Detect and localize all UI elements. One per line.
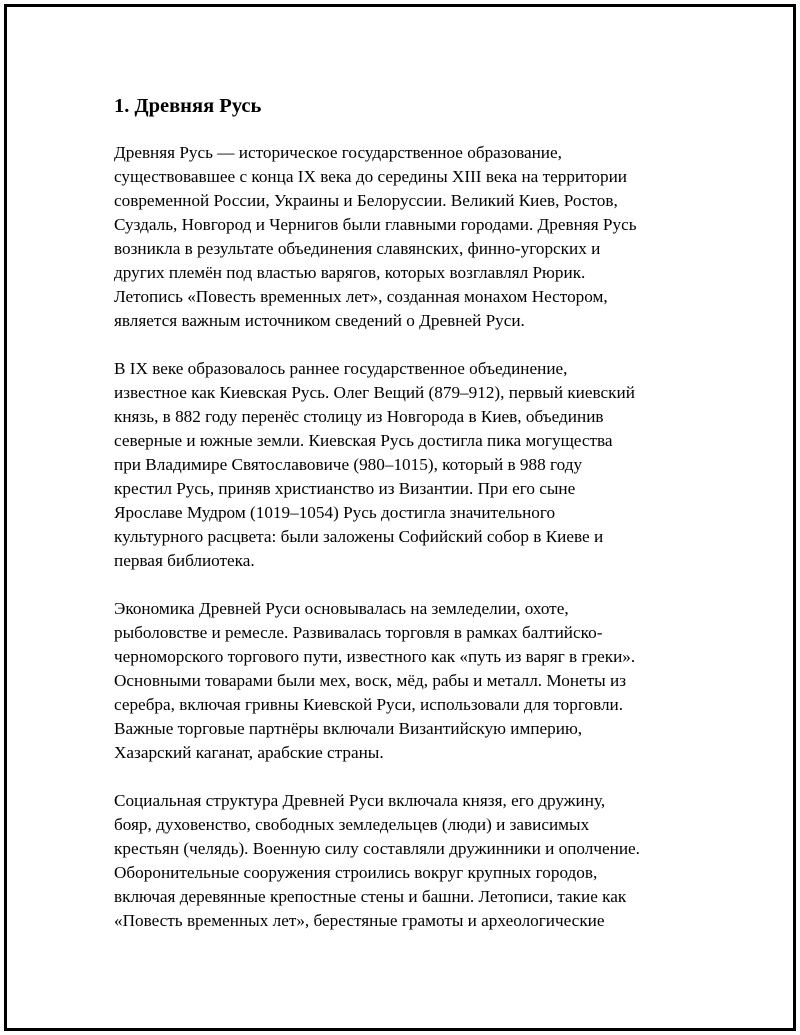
text-line: Суздаль, Новгород и Чернигов были главными городами. Древняя Русь <box>114 215 637 234</box>
text-line: включая деревянные крепостные стены и башни. Летописи, такие как <box>114 887 627 906</box>
paragraph <box>114 597 694 765</box>
text-line: существовавшее с конца IX века до середины XIII века на территории <box>114 167 627 186</box>
text-line: современной России, Украины и Белоруссии. Великий Киев, Ростов, <box>114 191 618 210</box>
text-line: Хазарский каганат, арабские страны. <box>114 743 384 762</box>
text-line: Древняя Русь — историческое государственное образование, <box>114 143 562 162</box>
text-line: бояр, духовенство, свободных земледельцев (люди) и зависимых <box>114 815 590 834</box>
text-line: князь, в 882 году перенёс столицу из Новгорода в Киев, объединив <box>114 407 604 426</box>
text-line: северные и южные земли. Киевская Русь достигла пика могущества <box>114 431 613 450</box>
text-line: других племён под властью варягов, которых возглавлял Рюрик. <box>114 263 586 282</box>
text-line: Ярославе Мудром (1019–1054) Русь достигла значительного <box>114 503 556 522</box>
text-line: возникла в результате объединения славянских, финно-угорских и <box>114 239 601 258</box>
section-heading: 1. Древняя Русь <box>114 95 262 117</box>
text-line: первая библиотека. <box>114 551 255 570</box>
text-line: известное как Киевская Русь. Олег Вещий (879–912), первый киевский <box>114 383 635 402</box>
text-line: крестил Русь, приняв христианство из Византии. При его сыне <box>114 479 576 498</box>
text-line: при Владимире Святославовиче (980–1015), который в 988 году <box>114 455 583 474</box>
paragraph <box>114 141 694 333</box>
paragraph-container <box>114 141 694 933</box>
paragraph <box>114 789 694 933</box>
text-line: «Повесть временных лет», берестяные грамоты и археологические <box>114 911 605 930</box>
text-line: крестьян (челядь). Военную силу составляли дружинники и ополчение. <box>114 839 640 858</box>
text-line: В IX веке образовалось раннее государственное объединение, <box>114 359 568 378</box>
paragraph <box>114 357 694 573</box>
text-line: Важные торговые партнёры включали Византийскую империю, <box>114 719 583 738</box>
text-line: серебра, включая гривны Киевской Руси, использовали для торговли. <box>114 695 624 714</box>
text-line: Основными товарами были мех, воск, мёд, рабы и металл. Монеты из <box>114 671 626 690</box>
text-line: Летопись «Повесть временных лет», созданная монахом Нестором, <box>114 287 608 306</box>
text-line: Экономика Древней Руси основывалась на земледелии, охоте, <box>114 599 569 618</box>
document-body <box>114 91 694 957</box>
text-line: является важным источником сведений о Древней Руси. <box>114 311 525 330</box>
text-line: Социальная структура Древней Руси включала князя, его дружину, <box>114 791 606 810</box>
text-line: Оборонительные сооружения строились вокруг крупных городов, <box>114 863 598 882</box>
text-line: черноморского торгового пути, известного как «путь из варяг в греки». <box>114 647 636 666</box>
text-line: культурного расцвета: были заложены Софийский собор в Киеве и <box>114 527 604 546</box>
text-line: рыболовстве и ремесле. Развивалась торговля в рамках балтийско- <box>114 623 603 642</box>
